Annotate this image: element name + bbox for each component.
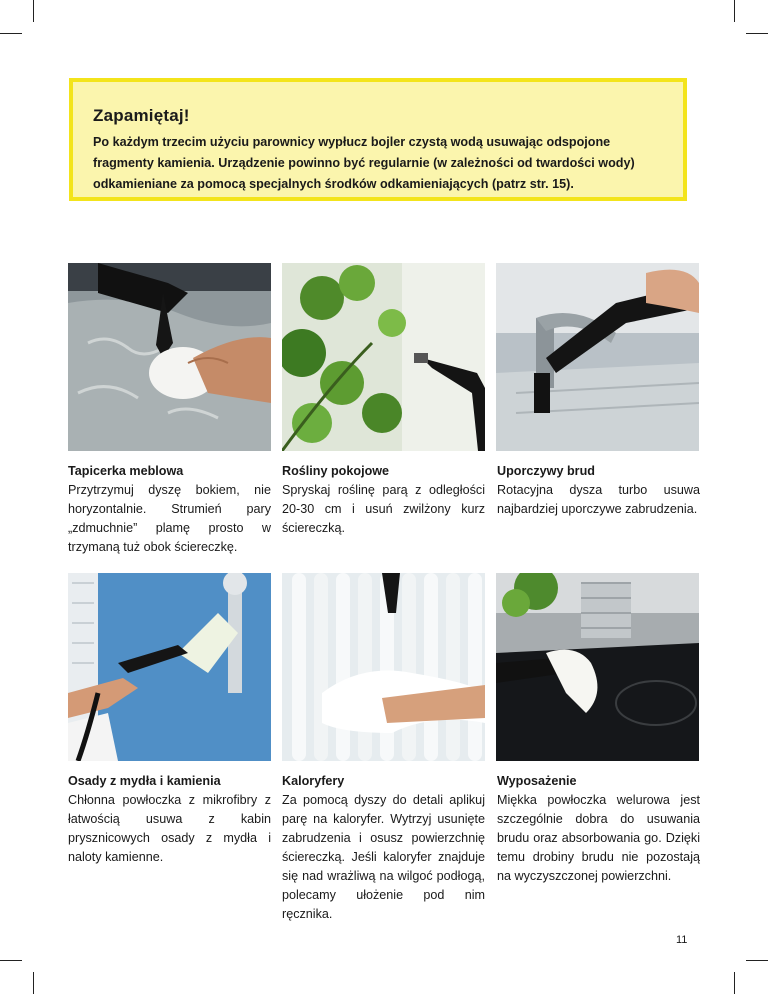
page-number: 11: [676, 934, 688, 946]
tip-text: Rotacyjna dysza turbo usuwa najbardziej uporczywe zabrudzenia.: [497, 483, 700, 516]
tip-title: Rośliny pokojowe: [282, 464, 390, 478]
crop-mark: [746, 33, 768, 34]
crop-mark: [33, 972, 34, 994]
tip-title: Uporczywy brud: [497, 464, 595, 478]
reminder-title: Zapamiętaj!: [93, 106, 190, 125]
crop-mark: [746, 960, 768, 961]
tip-stubborn-dirt: [497, 462, 700, 519]
crop-mark: [0, 33, 22, 34]
photo-shower: [68, 573, 271, 761]
reminder-box: [69, 78, 687, 201]
tip-radiators: [282, 772, 485, 924]
reminder-text: Po każdym trzecim użyciu parownicy wypłucz bojler czystą wodą usuwając odspojone fragmenty kamienia. Urządzenie powinno być regularnie (w zależności od twardości wody) odkamieniane za pomocą specjalnych środków odkamieniających (patrz str. 15).: [93, 135, 635, 191]
tip-text: Chłonna powłoczka z mikrofibry z łatwością usuwa z kabin prysznicowych osady z mydła i naloty kamienne.: [68, 793, 271, 864]
tip-text: Przytrzymuj dyszę bokiem, nie horyzontalnie. Strumień pary „zdmuchnie” plamę prosto w trzymaną tuż obok ściereczkę.: [68, 483, 271, 554]
tip-text: Spryskaj roślinę parą z odległości 20-30 cm i usuń zwilżony kurz ściereczką.: [282, 483, 485, 535]
crop-mark: [734, 972, 735, 994]
tip-title: Wyposażenie: [497, 774, 577, 788]
photo-upholstery: [68, 263, 271, 451]
photo-cooktop: [496, 573, 699, 761]
tip-text: Za pomocą dyszy do detali aplikuj parę na kaloryfer. Wytrzyj usunięte zabrudzenia i osusz powierzchnię ściereczką. Jeśli kaloryfer znajduje się nad wrażliwą na wilgoć podłogą, polecamy ułożenie pod nim ręcznika.: [282, 793, 485, 921]
photo-sink: [496, 263, 699, 451]
tip-plants: [282, 462, 485, 538]
crop-mark: [0, 960, 22, 961]
crop-mark: [33, 0, 34, 22]
tip-title: Osady z mydła i kamienia: [68, 774, 221, 788]
tip-upholstery: [68, 462, 271, 557]
tip-title: Kaloryfery: [282, 774, 345, 788]
crop-mark: [734, 0, 735, 22]
tip-title: Tapicerka meblowa: [68, 464, 184, 478]
tip-text: Miękka powłoczka welurowa jest szczególnie dobra do usuwania brudu oraz absorbowania go. Dzięki temu drobiny brudu nie pozostają na wyczyszczonej powierzchni.: [497, 793, 700, 883]
photo-plants: [282, 263, 485, 451]
tip-equipment: [497, 772, 700, 886]
photo-radiator: [282, 573, 485, 761]
tip-shower: [68, 772, 271, 867]
